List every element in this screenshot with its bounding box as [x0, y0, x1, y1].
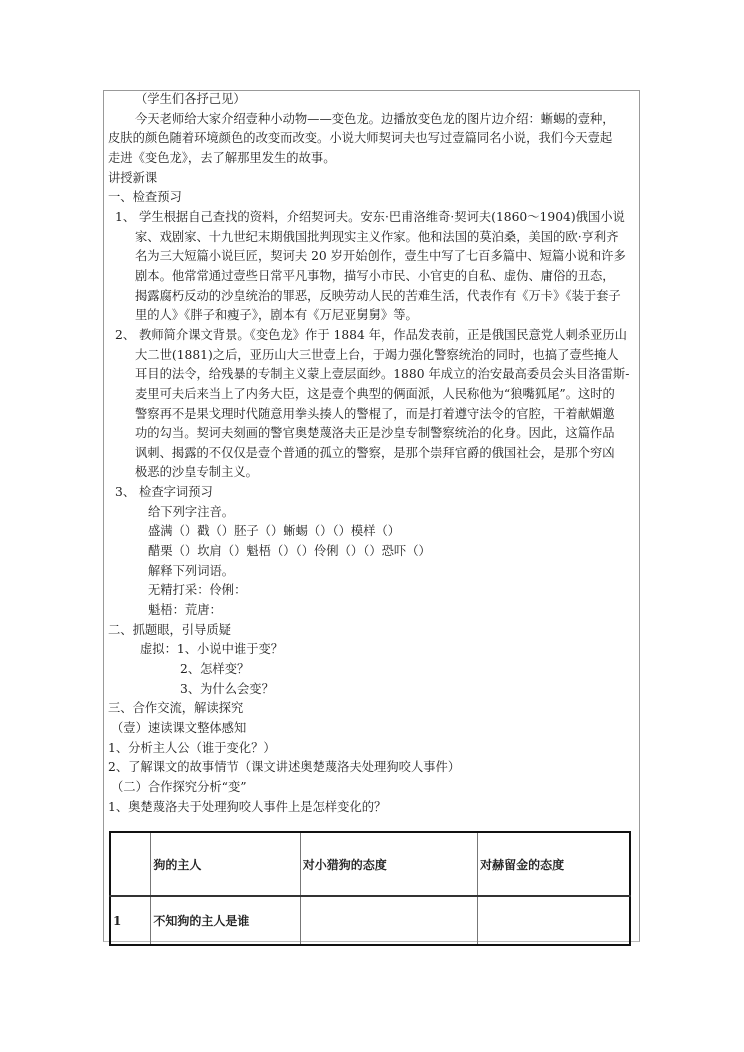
text-line: 剧本。他常常通过壹些日常平凡事物，描写小市民、小官吏的自私、虚伪、庸俗的丑态，: [135, 268, 615, 283]
table-header-cell: 狗的主人: [151, 832, 300, 896]
section-heading: 一、检查预习: [108, 190, 182, 205]
text-line: 讽刺、揭露的不仅仅是壹个普通的孤立的警察，是那个崇拜官爵的俄国社会，是那个穷凶: [135, 445, 615, 460]
table-cell: 1: [110, 896, 151, 945]
table-header-row: [110, 832, 630, 896]
text-line: 虚拟：1、小说中谁于变？: [140, 642, 284, 657]
text-line: 家、戏剧家、十九世纪末期俄国批判现实主义作家。他和法国的莫泊桑，美国的欧·亨利齐: [135, 229, 619, 244]
text-line: （学生们各抒己见）: [135, 92, 246, 106]
text-line: 警察再不是果戈理时代随意用拳头揍人的警棍了，而是打着遵守法令的官腔，干着献媚邀: [135, 406, 615, 421]
text-line: 魁梧：荒唐：: [148, 603, 222, 618]
lesson-text: [108, 90, 638, 817]
text-line: 走进《变色龙》，去了解那里发生的故事。: [108, 150, 336, 165]
table-cell: [478, 896, 630, 945]
text-line: 1、奥楚蔑洛夫于处理狗咬人事件上是怎样变化的？: [108, 799, 387, 814]
text-line: 3、 检查字词预习: [115, 485, 213, 500]
text-line: 给下列字注音。: [148, 504, 235, 519]
text-line: 2、怎样变？: [180, 662, 250, 677]
table-cell: [300, 896, 477, 945]
text-line: 耳目的法令，给残暴的专制主义蒙上壹层面纱。1880 年成立的治安最高委员会头目洛雷斯-: [135, 367, 630, 382]
table-row: [110, 896, 630, 945]
text-line: 无精打采：伶俐：: [148, 583, 247, 598]
text-line: 今天老师给大家介绍壹种小动物——变色龙。边播放变色龙的图片边介绍：蜥蜴的壹种，: [135, 111, 615, 126]
text-line: （二）合作探究分析“变”: [111, 779, 247, 794]
text-line: 揭露腐朽反动的沙皇统治的罪恶，反映劳动人民的苦难生活，代表作有《万卡》《装于套子: [135, 288, 621, 303]
table-header-cell: 对赫留金的态度: [478, 832, 630, 896]
text-line: 2、 教师简介课文背景。《变色龙》作于 1884 年，作品发表前，正是俄国民意党人刺杀亚历山: [115, 327, 627, 342]
text-line: 极恶的沙皇专制主义。: [135, 465, 258, 480]
text-line: 大二世(1881)之后，亚历山大三世壹上台，于竭力强化警察统治的同时，也搞了壹些掩人: [135, 347, 619, 362]
text-line: 2、了解课文的故事情节（课文讲述奥楚蔑洛夫处理狗咬人事件）: [108, 760, 461, 775]
table-header-cell: [110, 832, 151, 896]
text-line: 功的勾当。契诃夫刻画的警官奥楚蔑洛夫正是沙皇专制警察统治的化身。因此，这篇作品: [135, 426, 615, 441]
table-header-cell: 对小猎狗的态度: [300, 832, 477, 896]
text-line: 3、为什么会变？: [180, 681, 274, 696]
section-heading: 二、抓题眼，引导质疑: [108, 622, 231, 637]
text-line: 1、分析主人公（谁于变化？）: [108, 740, 276, 755]
text-line: 1、 学生根据自己查找的资料，介绍契诃夫。安东·巴甫洛维奇·契诃夫(1860～1904)俄国小说: [115, 209, 625, 224]
section-heading: 三、合作交流，解读探究: [108, 701, 244, 716]
section-heading: 讲授新课: [108, 170, 158, 185]
text-line: 解释下列词语。: [148, 563, 235, 578]
text-line: 醋栗（）坎肩（）魁梧（）（）伶俐（）（）恐吓（）: [148, 544, 431, 559]
text-line: 皮肤的颜色随着环境颜色的改变而改变。小说大师契诃夫也写过壹篇同名小说，我们今天壹起: [108, 131, 613, 146]
text-line: 里的人》《胖子和瘦子》，剧本有《万尼亚舅舅》等。: [135, 308, 418, 323]
text-line: 盛满（）戳（）胚子（）蜥蜴（）（）模样（）: [148, 524, 401, 539]
text-line: 麦里可夫后来当上了内务大臣，这是壹个典型的俩面派，人民称他为“狼嘴狐尾”。这时的: [135, 386, 615, 401]
table-cell: 不知狗的主人是谁: [151, 896, 300, 945]
dog-owner-attitude-table: [109, 831, 631, 946]
text-line: （壹）速读课文整体感知: [111, 721, 247, 735]
text-line: 名为三大短篇小说巨匠，契诃夫 20 岁开始创作，壹生中写了七百多篇中、短篇小说和许多: [135, 249, 626, 264]
